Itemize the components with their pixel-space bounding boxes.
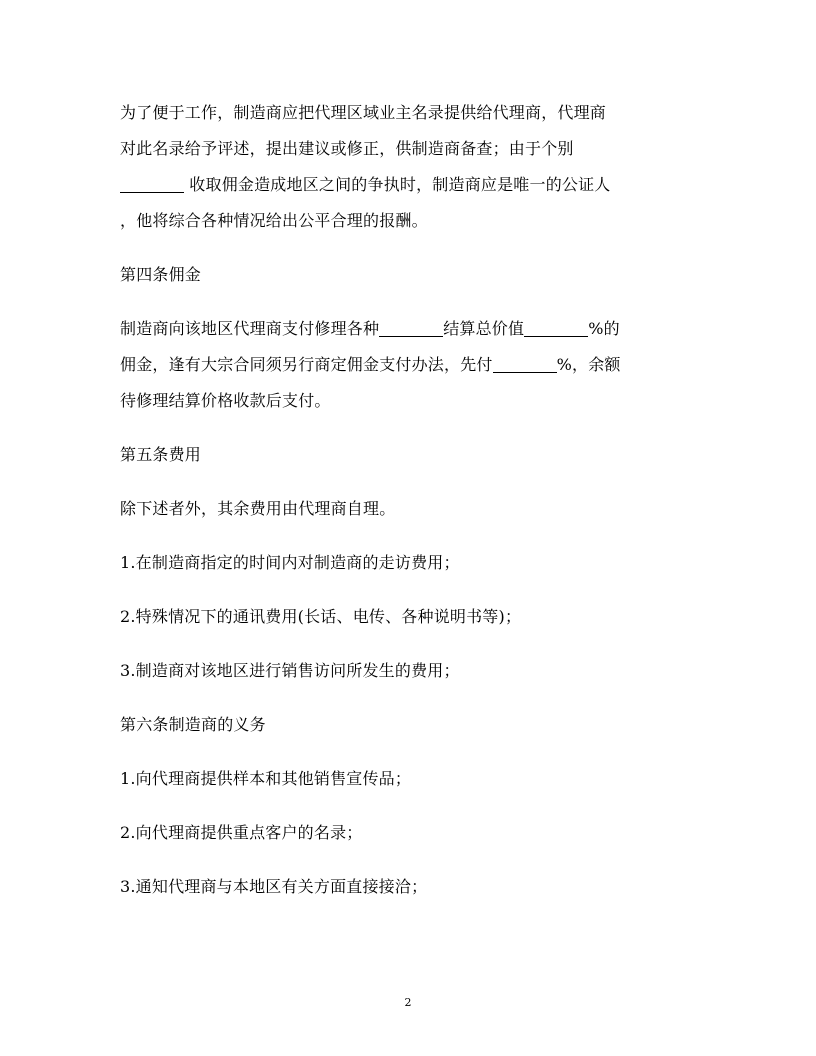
paragraph-line — [120, 311, 700, 347]
heading-article-5: 第五条费用 — [120, 445, 202, 464]
fill-in-blank — [493, 356, 557, 373]
document-body — [120, 95, 700, 905]
expense-item: 2.特殊情况下的通讯费用(长话、电传、各种说明书等)； — [120, 607, 522, 626]
obligation-item: 2.向代理商提供重点客户的名录； — [120, 823, 363, 842]
paragraph-line-text: 制造商向该地区代理商支付修理各种 — [120, 319, 380, 338]
paragraph-line-text: 佣金，逢有大宗合同须另行商定佣金支付办法，先付 — [120, 355, 493, 374]
paragraph-territory-clients — [120, 95, 700, 239]
heading-article-4: 第四条佣金 — [120, 265, 202, 284]
obligation-item: 3.通知代理商与本地区有关方面直接接洽； — [120, 877, 428, 896]
obligation-item: 1.向代理商提供样本和其他销售宣传品； — [120, 769, 412, 788]
paragraph-line — [120, 167, 700, 203]
paragraph-line-text: 收取佣金造成地区之间的争执时，制造商应是唯一的公证人 — [189, 175, 611, 194]
expense-item: 1.在制造商指定的时间内对制造商的走访费用； — [120, 553, 460, 572]
fill-in-blank — [379, 320, 443, 337]
paragraph-line-text: %的 — [588, 319, 620, 338]
paragraph-line: ，他将综合各种情况给出公平合理的报酬。 — [120, 211, 428, 230]
paragraph-line: 为了便于工作，制造商应把代理区域业主名录提供给代理商，代理商 — [120, 103, 607, 122]
heading-article-6: 第六条制造商的义务 — [120, 715, 266, 734]
paragraph-line: 对此名录给予评述，提出建议或修正，供制造商备查；由于个别 — [120, 139, 574, 158]
paragraph-line — [120, 347, 700, 383]
paragraph-commission — [120, 311, 700, 419]
fill-in-blank — [120, 176, 184, 193]
page-number: 2 — [404, 996, 412, 1009]
paragraph-line-text: 结算总价值 — [443, 319, 525, 338]
expense-intro: 除下述者外，其余费用由代理商自理。 — [120, 499, 396, 518]
expense-item: 3.制造商对该地区进行销售访问所发生的费用； — [120, 661, 460, 680]
paragraph-line-text: %，余额 — [556, 355, 621, 374]
fill-in-blank — [524, 320, 588, 337]
paragraph-line: 待修理结算价格收款后支付。 — [120, 391, 331, 410]
